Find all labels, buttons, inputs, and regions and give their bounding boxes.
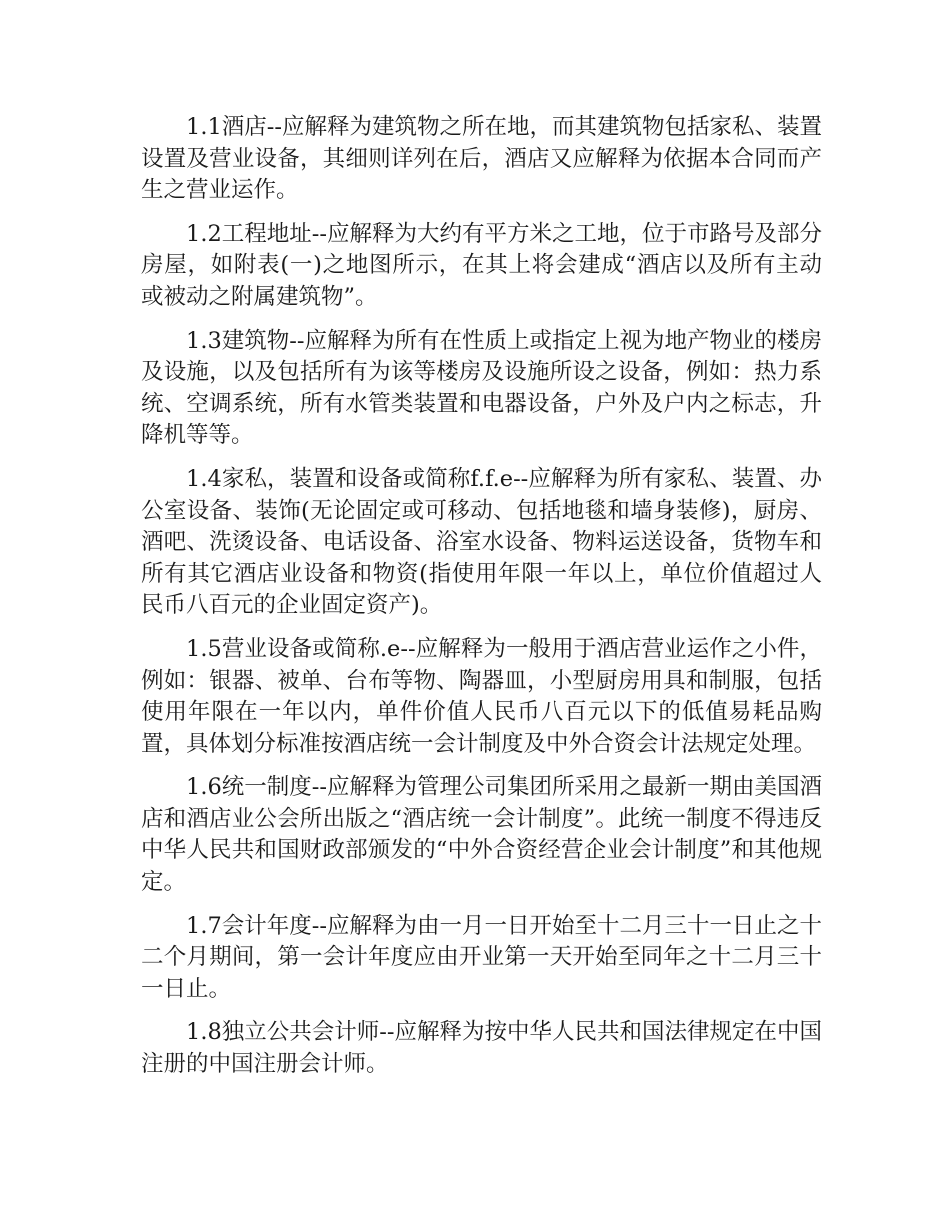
clause-1-4: 1.4家私，装置和设备或简称f.f.e--应解释为所有家私、装置、办公室设备、装饰(无论固定或可移动、包括地毯和墙身装修)，厨房、酒吧、洗烫设备、电话设备、浴室水设备、物料运送设备，货物车和所有其它酒店业设备和物资(指使用年限一年以上，单位价值超过人民币八百元的企业固定资产)。 [141, 465, 822, 619]
clause-1-6: 1.6统一制度--应解释为管理公司集团所采用之最新一期由美国酒店和酒店业公会所出版之“酒店统一会计制度”。此统一制度不得违反中华人民共和国财政部颁发的“中外合资经营企业会计制度”和其他规定。 [141, 774, 822, 896]
clause-1-3: 1.3建筑物--应解释为所有在性质上或指定上视为地产物业的楼房及设施，以及包括所有为该等楼房及设施所设之设备，例如：热力系统、空调系统，所有水管类装置和电器设备，户外及户内之标志，升降机等等。 [141, 327, 822, 449]
clause-1-1: 1.1酒店--应解释为建筑物之所在地，而其建筑物包括家私、装置设置及营业设备，其细则详列在后，酒店又应解释为依据本合同而产生之营业运作。 [141, 114, 822, 204]
clause-1-7: 1.7会计年度--应解释为由一月一日开始至十二月三十一日止之十二个月期间，第一会计年度应由开业第一天开始至同年之十二月三十一日止。 [141, 912, 822, 1002]
clause-1-5: 1.5营业设备或简称.e--应解释为一般用于酒店营业运作之小件，例如：银器、被单、台布等物、陶器皿，小型厨房用具和制服，包括使用年限在一年以内，单件价值人民币八百元以下的低值易耗品购置，具体划分标准按酒店统一会计制度及中外合资会计法规定处理。 [141, 635, 822, 757]
clause-1-8: 1.8独立公共会计师--应解释为按中华人民共和国法律规定在中国注册的中国注册会计师。 [141, 1019, 822, 1078]
clause-1-2: 1.2工程地址--应解释为大约有平方米之工地，位于市路号及部分房屋，如附表(一)之地图所示，在其上将会建成“酒店以及所有主动或被动之附属建筑物”。 [141, 220, 822, 310]
